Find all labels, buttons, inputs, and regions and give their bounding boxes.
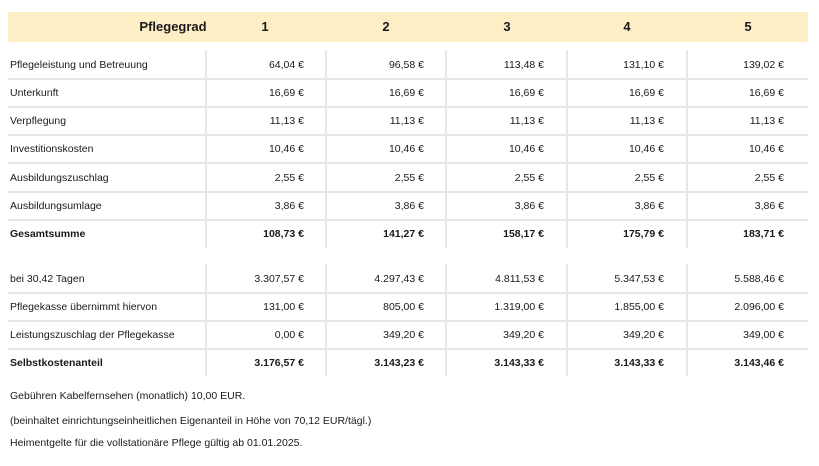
cell-value: 64,04 € (268, 59, 304, 71)
cell-value: 16,69 € (388, 87, 424, 99)
row-label: Unterkunft (10, 87, 59, 99)
cell-value: 3,86 € (514, 200, 544, 212)
cell-value: 16,69 € (268, 87, 304, 99)
cell-value: 349,20 € (623, 329, 664, 341)
cell-value: 0,00 € (274, 329, 304, 341)
cell-value: 805,00 € (383, 301, 424, 313)
cell-value: 16,69 € (628, 87, 664, 99)
cell-value: 16,69 € (748, 87, 784, 99)
cell-value: 10,46 € (508, 143, 544, 155)
cell-value: 183,71 € (743, 228, 784, 240)
row-label: Ausbildungszuschlag (10, 172, 109, 184)
row-label: Verpflegung (10, 115, 67, 127)
cell-value: 96,58 € (388, 59, 424, 71)
table-row (8, 192, 808, 220)
table-row (8, 107, 808, 135)
cell-value: 4.811,53 € (495, 273, 544, 285)
cell-value: 139,02 € (743, 59, 784, 71)
cell-value: 5.347,53 € (614, 273, 664, 285)
row-label: Leistungszuschlag der Pflegekasse (10, 329, 175, 341)
header-grade-1: 1 (261, 19, 269, 34)
table-row (8, 51, 808, 79)
cell-value: 11,13 € (509, 115, 544, 127)
total-row (8, 220, 808, 248)
cell-value: 10,46 € (388, 143, 424, 155)
cell-value: 3.143,46 € (734, 357, 784, 369)
cell-value: 2,55 € (754, 172, 784, 184)
cell-value: 131,10 € (623, 59, 664, 71)
cell-value: 2.096,00 € (734, 301, 784, 313)
cell-value: 2,55 € (394, 172, 424, 184)
total-row (8, 349, 808, 377)
cell-value: 11,13 € (629, 115, 664, 127)
cell-value: 3.307,57 € (254, 273, 304, 285)
cell-value: 113,48 € (503, 59, 544, 71)
cell-value: 2,55 € (514, 172, 544, 184)
header-grade-5: 5 (744, 19, 752, 34)
cell-value: 10,46 € (268, 143, 304, 155)
header-grade-2: 2 (382, 19, 390, 34)
table-row (8, 265, 808, 293)
cell-value: 3,86 € (634, 200, 664, 212)
table-row (8, 293, 808, 321)
cell-value: 1.319,00 € (494, 301, 544, 313)
header-grade-4: 4 (623, 19, 631, 34)
table-header (8, 12, 808, 42)
note-validity: Heimentgelte für die vollstationäre Pflege gültig ab 01.01.2025. (10, 437, 303, 449)
row-label: Gesamtsumme (10, 228, 86, 240)
cell-value: 3.143,23 € (374, 357, 424, 369)
cell-value: 175,79 € (623, 228, 664, 240)
cell-value: 349,00 € (743, 329, 784, 341)
row-label: Ausbildungsumlage (10, 200, 102, 212)
table-row (8, 321, 808, 349)
header-label: Pflegegrad (139, 19, 207, 34)
header-grade-3: 3 (503, 19, 511, 34)
row-label: bei 30,42 Tagen (10, 273, 85, 285)
cell-value: 11,13 € (749, 115, 784, 127)
table-row (8, 135, 808, 163)
cell-value: 4.297,43 € (374, 273, 424, 285)
cell-value: 2,55 € (634, 172, 664, 184)
row-label: Pflegekasse übernimmt hiervon (10, 301, 158, 313)
cell-value: 141,27 € (383, 228, 424, 240)
row-label: Pflegeleistung und Betreuung (10, 59, 148, 71)
cell-value: 5.588,46 € (734, 273, 784, 285)
cell-value: 16,69 € (508, 87, 544, 99)
cell-value: 3,86 € (754, 200, 784, 212)
cell-value: 1.855,00 € (614, 301, 664, 313)
row-label: Selbstkostenanteil (10, 357, 103, 369)
cell-value: 10,46 € (628, 143, 664, 155)
table-row (8, 164, 808, 192)
cell-value: 131,00 € (263, 301, 304, 313)
cell-value: 3.143,33 € (614, 357, 664, 369)
row-label: Investitionskosten (10, 143, 94, 155)
cell-value: 10,46 € (748, 143, 784, 155)
cell-value: 349,20 € (503, 329, 544, 341)
table-row (8, 79, 808, 107)
cell-value: 158,17 € (503, 228, 544, 240)
note-own-share: (beinhaltet einrichtungseinheitlichen Eigenanteil in Höhe von 70,12 EUR/tägl.) (10, 415, 372, 427)
cell-value: 3.143,33 € (494, 357, 544, 369)
cell-value: 349,20 € (383, 329, 424, 341)
cell-value: 108,73 € (263, 228, 304, 240)
note-cable-tv: Gebühren Kabelfernsehen (monatlich) 10,00 EUR. (10, 390, 246, 402)
cell-value: 2,55 € (274, 172, 304, 184)
cell-value: 3,86 € (394, 200, 424, 212)
cell-value: 3.176,57 € (254, 357, 304, 369)
cell-value: 11,13 € (389, 115, 424, 127)
cell-value: 11,13 € (269, 115, 304, 127)
cell-value: 3,86 € (274, 200, 304, 212)
